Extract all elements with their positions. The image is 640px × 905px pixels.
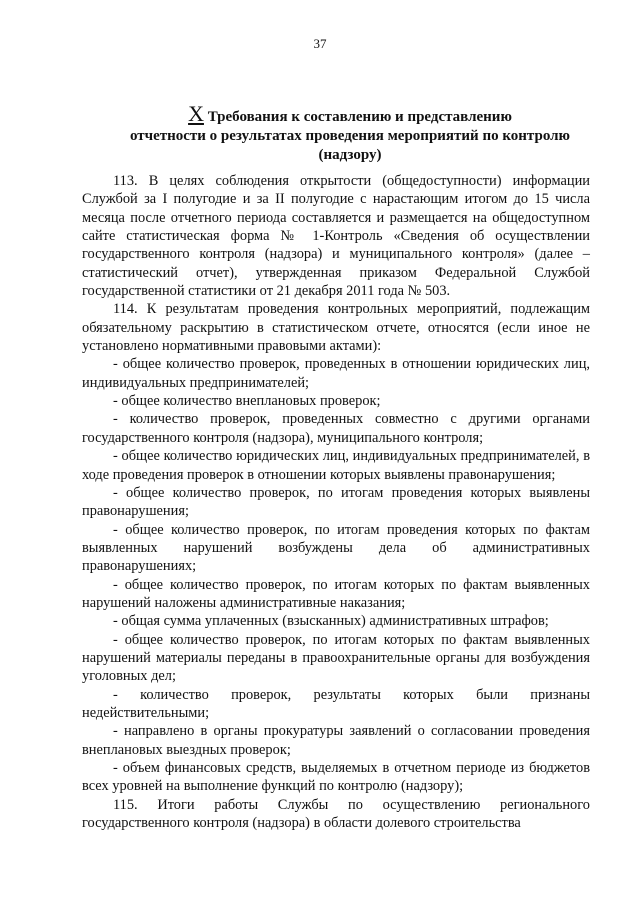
heading-line-1 xyxy=(70,101,630,127)
list-item: - количество проверок, результаты которых были признаны недействительными; xyxy=(82,686,590,721)
list-item: - количество проверок, проведенных совместно с другими органами государственного контроля (надзора), муниципального контроля; xyxy=(82,411,590,446)
list-item: - объем финансовых средств, выделяемых в отчетном периоде из бюджетов всех уровней на выполнение функций по контролю (надзору); xyxy=(82,760,590,795)
paragraph-113: 113. В целях соблюдения открытости (общедоступности) информации Службой за I полугодие и за II полугодие с нарастающим итогом до 15 числа месяца после отчетного периода составляется и размещается на общедоступном сайте статистическая форма № 1-Контроль «Сведения об осуществлении государственного контроля (надзора) и муниципального контроля» (далее – статистический отчет), утвержденная приказом Федеральной Службой государственной статистики от 21 декабря 2011 года № 503. xyxy=(82,173,590,300)
list-item: - общее количество проверок, по итогам которых по фактам выявленных нарушений наложены административные наказания; xyxy=(82,576,590,611)
list-item: - общее количество внеплановых проверок; xyxy=(113,393,381,410)
list-item: - общее количество проверок, по итогам проведения которых выявлены правонарушения; xyxy=(82,484,590,520)
list-item: - общее количество проверок, проведенных в отношении юридических лиц, индивидуальных предпринимателей; xyxy=(82,356,590,391)
heading-text-1: Требования к составлению и представлению xyxy=(207,109,512,125)
page-number: 37 xyxy=(313,36,327,51)
list-item: - направлено в органы прокуратуры заявлений о согласовании проведения внеплановых выездных проверок; xyxy=(82,723,590,758)
document-body xyxy=(82,172,590,832)
list-item: - общее количество проверок, по итогам которых по фактам выявленных нарушений материалы переданы в правоохранительные органы для возбуждения уголовных дел; xyxy=(82,631,590,685)
list-item: - общая сумма уплаченных (взысканных) административных штрафов; xyxy=(113,613,549,630)
section-roman-numeral: X xyxy=(188,101,204,126)
paragraph-115: 115. Итоги работы Службы по осуществлению регионального государственного контроля (надзора) в области долевого строительства xyxy=(82,796,590,832)
paragraph-114: 114. К результатам проведения контрольных мероприятий, подлежащим обязательному раскрытию в статистическом отчете, относятся (если иное не установлено нормативными правовыми актами): xyxy=(82,301,590,355)
section-heading xyxy=(70,101,630,165)
list-item: - общее количество юридических лиц, индивидуальных предпринимателей, в ходе проведения проверок в отношении которых выявлены правонарушения; xyxy=(82,448,590,483)
list-item: - общее количество проверок, по итогам проведения которых по фактам выявленных нарушений возбуждены дела об административных правонарушениях; xyxy=(82,521,590,575)
heading-line-3: (надзору) xyxy=(318,147,382,163)
heading-line-2: отчетности о результатах проведения мероприятий по контролю xyxy=(129,128,571,144)
